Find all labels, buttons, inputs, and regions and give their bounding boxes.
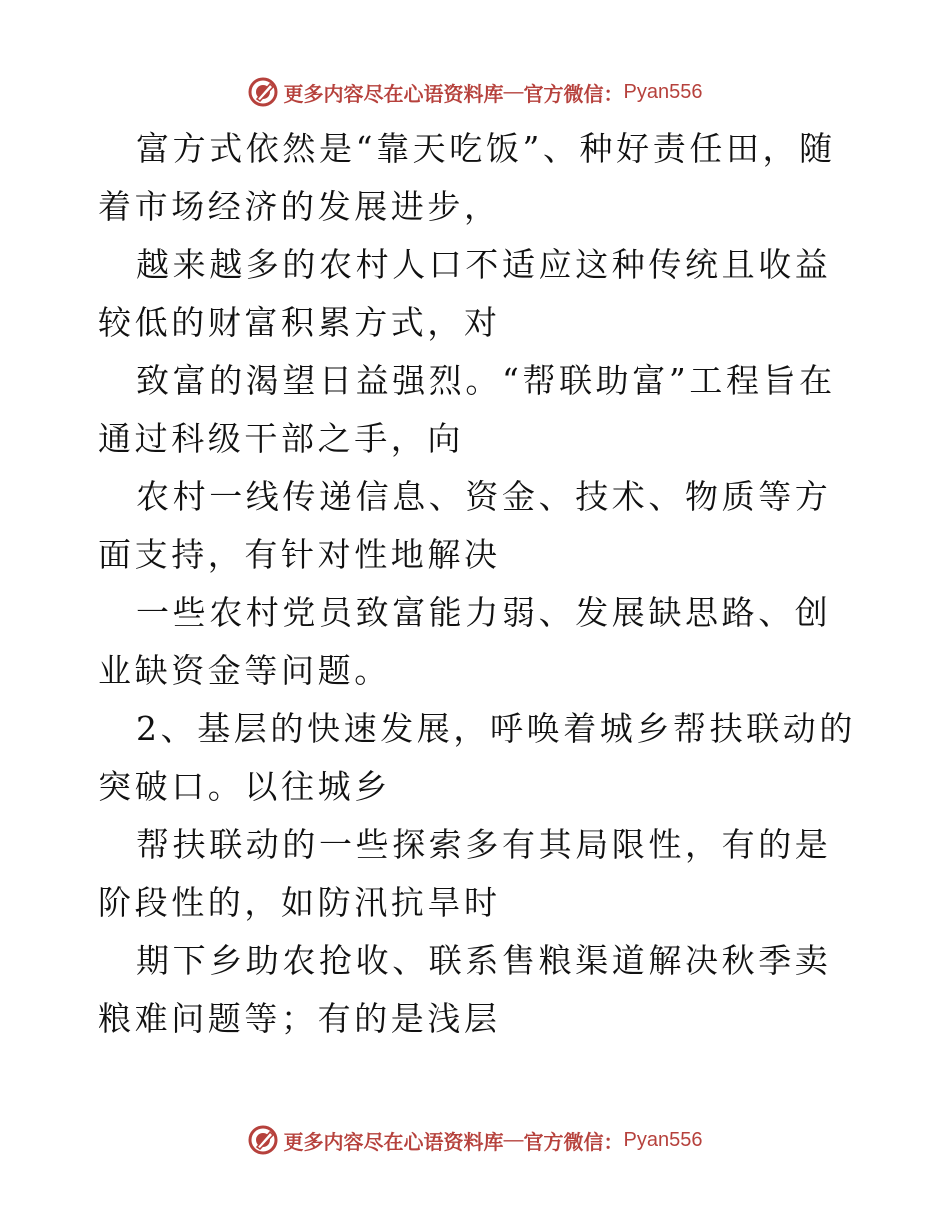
footer-watermark bbox=[0, 1120, 950, 1160]
paragraph: 期下乡助农抢收、联系售粮渠道解决秋季卖粮难问题等；有的是浅层 bbox=[98, 941, 832, 1038]
paragraph: 农村一线传递信息、资金、技术、物质等方面支持，有针对性地解决 bbox=[98, 477, 832, 574]
header-watermark bbox=[0, 72, 950, 112]
watermark-label: 官方微信： bbox=[523, 1129, 624, 1154]
paragraph: 致富的渴望日益强烈。“帮联助富”工程旨在通过科级干部之手，向 bbox=[98, 361, 836, 458]
paragraph: 帮扶联动的一些探索多有其局限性，有的是阶段性的，如防汛抗旱时 bbox=[98, 825, 832, 922]
watermark-separator: — bbox=[503, 80, 524, 103]
watermark-id: Pyan556 bbox=[623, 1128, 703, 1151]
paragraph: 一些农村党员致富能力弱、发展缺思路、创业缺资金等问题。 bbox=[98, 593, 832, 690]
watermark-text: 更多内容尽在心语资料库 bbox=[283, 81, 504, 106]
paragraph: 2、基层的快速发展，呼唤着城乡帮扶联动的突破口。以往城乡 bbox=[98, 709, 856, 806]
paragraph: 越来越多的农村人口不适应这种传统且收益较低的财富积累方式，对 bbox=[98, 245, 832, 342]
pen-seal-icon bbox=[248, 1125, 278, 1155]
watermark-id: Pyan556 bbox=[623, 80, 703, 103]
watermark-separator: — bbox=[503, 1128, 524, 1151]
watermark-text: 更多内容尽在心语资料库 bbox=[283, 1129, 504, 1154]
document-body bbox=[98, 120, 858, 1048]
pen-seal-icon bbox=[248, 77, 278, 107]
watermark-label: 官方微信： bbox=[523, 81, 624, 106]
paragraph: 富方式依然是“靠天吃饭”、种好责任田，随着市场经济的发展进步， bbox=[98, 129, 836, 226]
